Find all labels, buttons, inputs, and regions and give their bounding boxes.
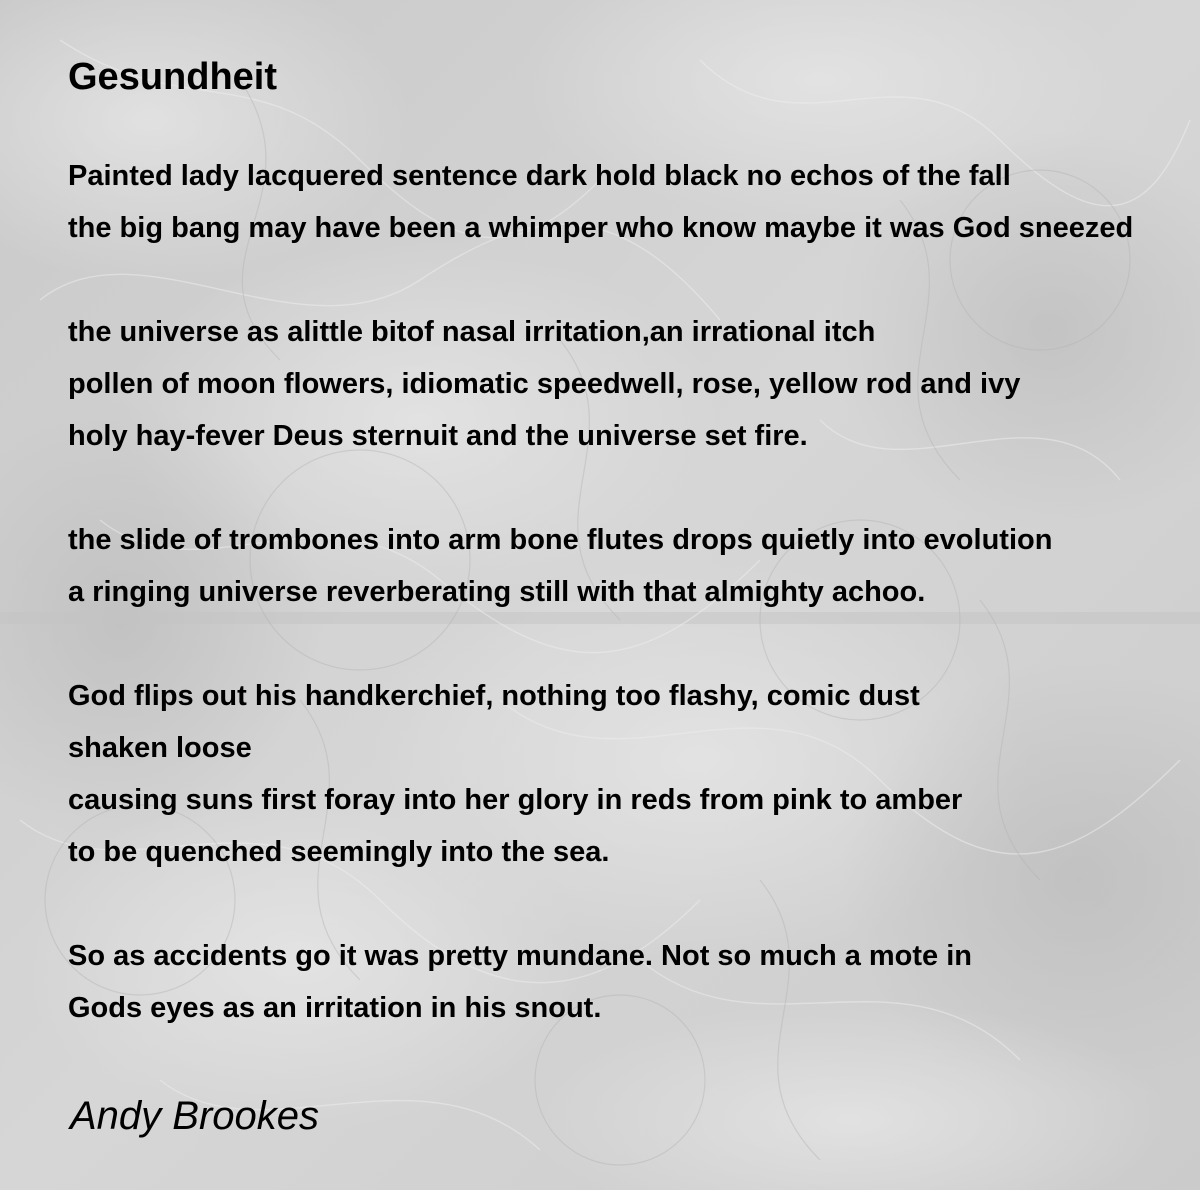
poem-author: Andy Brookes — [70, 1094, 320, 1138]
stanza-break — [68, 618, 1200, 670]
poem-title: Gesundheit — [68, 56, 278, 98]
poem-line: pollen of moon flowers, idiomatic speedwell, rose, yellow rod and ivy — [68, 368, 1021, 400]
poem-line: to be quenched seemingly into the sea. — [68, 836, 610, 868]
poem-line: So as accidents go it was pretty mundane. Not so much a mote in — [68, 940, 973, 972]
poem-line: Painted lady lacquered sentence dark hold black no echos of the fall — [68, 160, 1011, 192]
poem-line: the universe as alittle bitof nasal irritation,an irrational itch — [68, 316, 876, 348]
stanza-break — [68, 254, 1200, 306]
poem-line: God flips out his handkerchief, nothing too flashy, comic dust — [68, 680, 920, 712]
poem-line: holy hay-fever Deus sternuit and the universe set fire. — [68, 420, 808, 452]
poem-line: shaken loose — [68, 732, 252, 764]
stanza-break — [68, 462, 1200, 514]
poem-line: a ringing universe reverberating still with that almighty achoo. — [68, 576, 926, 608]
poem-line: Gods eyes as an irritation in his snout. — [68, 992, 602, 1024]
poem-body — [68, 150, 1200, 1034]
poem-line: the big bang may have been a whimper who know maybe it was God sneezed — [68, 212, 1134, 244]
poem-line: the slide of trombones into arm bone flutes drops quietly into evolution — [68, 524, 1053, 556]
poem-line: causing suns first foray into her glory in reds from pink to amber — [68, 784, 963, 816]
stanza-break — [68, 878, 1200, 930]
